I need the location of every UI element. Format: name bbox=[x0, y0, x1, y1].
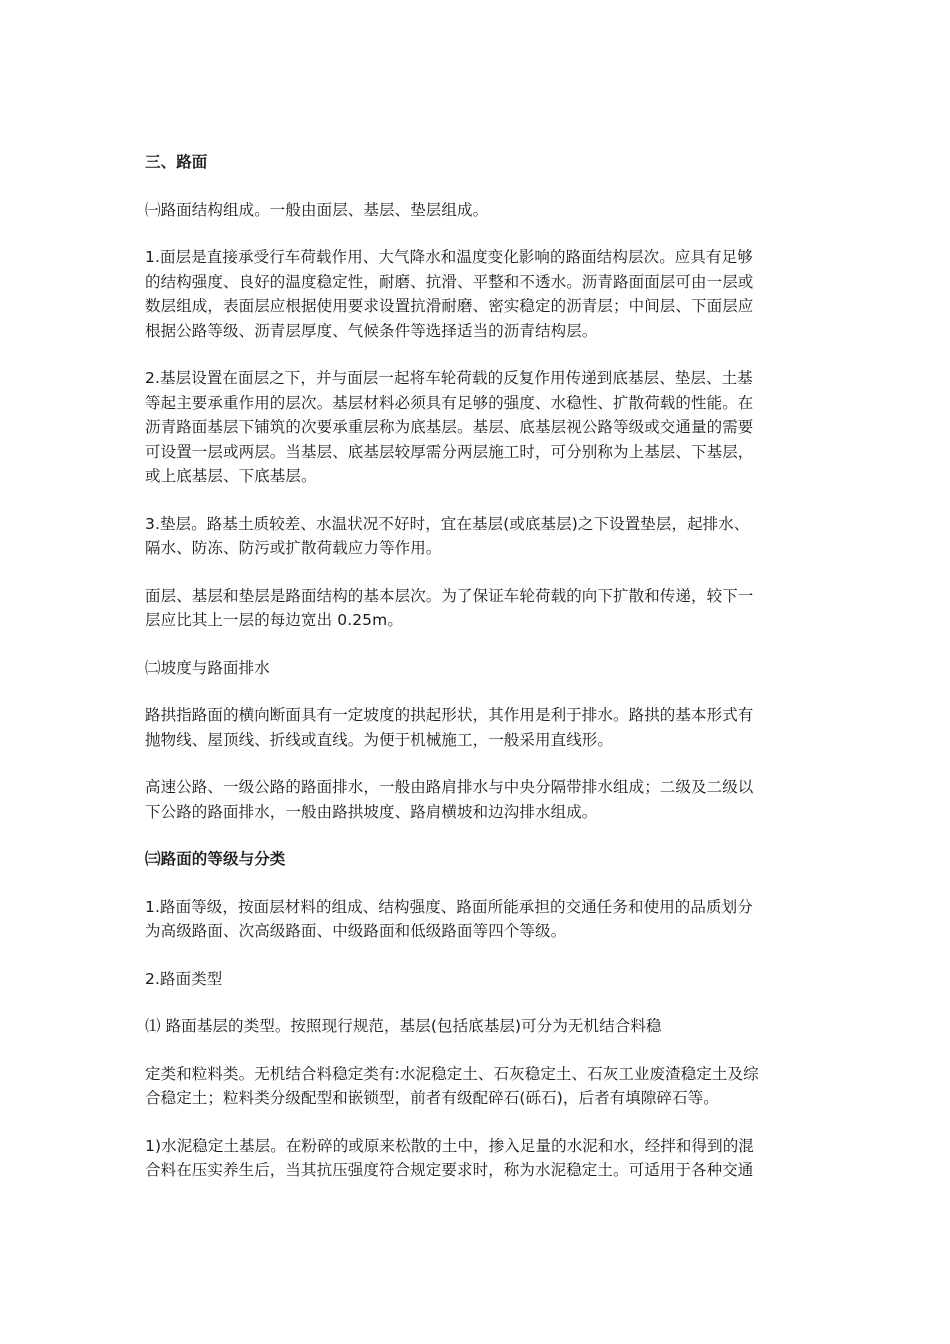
text-line: 路拱指路面的横向断面具有一定坡度的拱起形状，其作用是利于排水。路拱的基本形式有 bbox=[145, 706, 754, 724]
paragraph bbox=[145, 512, 810, 561]
text-line: 1.面层是直接承受行车荷载作用、大气降水和温度变化影响的路面结构层次。应具有足够 bbox=[145, 248, 753, 266]
section-heading bbox=[145, 150, 810, 175]
text-line: 可设置一层或两层。当基层、底基层较厚需分两层施工时，可分别称为上基层、下基层， bbox=[145, 442, 754, 461]
text-line: 2.基层设置在面层之下，并与面层一起将车轮荷载的反复作用传递到底基层、垫层、土基 bbox=[145, 369, 753, 387]
text-line: ㈡坡度与路面排水 bbox=[145, 658, 270, 677]
paragraph bbox=[145, 967, 810, 992]
text-line: 数层组成，表面层应根据使用要求设置抗滑耐磨、密实稳定的沥青层；中间层、下面层应 bbox=[145, 297, 754, 315]
text-line: 定类和粒料类。无机结合料稳定类有:水泥稳定土、石灰稳定土、石灰工业废渣稳定土及综 bbox=[145, 1064, 759, 1083]
text-line: 或上底基层、下底基层。 bbox=[145, 467, 317, 485]
text-line: 1)水泥稳定土基层。在粉碎的或原来松散的土中，掺入足量的水泥和水，经拌和得到的混 bbox=[145, 1136, 754, 1155]
paragraph bbox=[145, 1014, 810, 1039]
paragraph bbox=[145, 895, 810, 944]
text-line: 2.路面类型 bbox=[145, 969, 223, 988]
paragraph bbox=[145, 703, 810, 752]
paragraph bbox=[145, 366, 810, 489]
paragraph bbox=[145, 245, 810, 343]
document-page bbox=[145, 150, 810, 1206]
text-line: 合料在压实养生后，当其抗压强度符合规定要求时，称为水泥稳定土。可适用于各种交通 bbox=[145, 1161, 754, 1179]
text-line: 层应比其上一层的每边宽出 0.25m。 bbox=[145, 611, 403, 629]
paragraph bbox=[145, 775, 810, 824]
text-line: 下公路的路面排水，一般由路拱坡度、路肩横坡和边沟排水组成。 bbox=[145, 802, 598, 821]
text-line: ㈠路面结构组成。一般由面层、基层、垫层组成。 bbox=[145, 200, 489, 219]
text-line: 面层、基层和垫层是路面结构的基本层次。为了保证车轮荷载的向下扩散和传递，较下一 bbox=[145, 586, 754, 605]
section-heading bbox=[145, 847, 810, 872]
text-line: 3.垫层。路基土质较差、水温状况不好时，宜在基层(或底基层)之下设置垫层，起排水、 bbox=[145, 514, 750, 533]
text-line: 高速公路、一级公路的路面排水，一般由路肩排水与中央分隔带排水组成；二级及二级以 bbox=[145, 778, 754, 796]
text-line: 抛物线、屋顶线、折线或直线。为便于机械施工，一般采用直线形。 bbox=[145, 730, 614, 749]
text-line: ⑴ 路面基层的类型。按照现行规范，基层(包括底基层)可分为无机结合料稳 bbox=[145, 1017, 662, 1035]
text-line: 三、路面 bbox=[145, 153, 208, 171]
text-line: 等起主要承重作用的层次。基层材料必须具有足够的强度、水稳性、扩散荷载的性能。在 bbox=[145, 393, 754, 412]
paragraph bbox=[145, 1134, 810, 1183]
text-line: 沥青路面基层下铺筑的次要承重层称为底基层。基层、底基层视公路等级或交通量的需要 bbox=[145, 418, 754, 436]
text-line: ㈢路面的等级与分类 bbox=[145, 850, 286, 868]
text-line: 隔水、防冻、防污或扩散荷载应力等作用。 bbox=[145, 539, 442, 557]
text-line: 的结构强度、良好的温度稳定性，耐磨、抗滑、平整和不透水。沥青路面面层可由一层或 bbox=[145, 272, 754, 291]
paragraph bbox=[145, 584, 810, 633]
text-line: 1.路面等级，按面层材料的组成、结构强度、路面所能承担的交通任务和使用的品质划分 bbox=[145, 897, 753, 916]
text-line: 为高级路面、次高级路面、中级路面和低级路面等四个等级。 bbox=[145, 922, 567, 940]
paragraph bbox=[145, 1062, 810, 1111]
paragraph bbox=[145, 656, 810, 681]
text-line: 合稳定土；粒料类分级配型和嵌锁型，前者有级配碎石(砾石)，后者有填隙碎石等。 bbox=[145, 1089, 719, 1107]
text-line: 根据公路等级、沥青层厚度、气候条件等选择适当的沥青结构层。 bbox=[145, 321, 598, 340]
paragraph bbox=[145, 198, 810, 223]
